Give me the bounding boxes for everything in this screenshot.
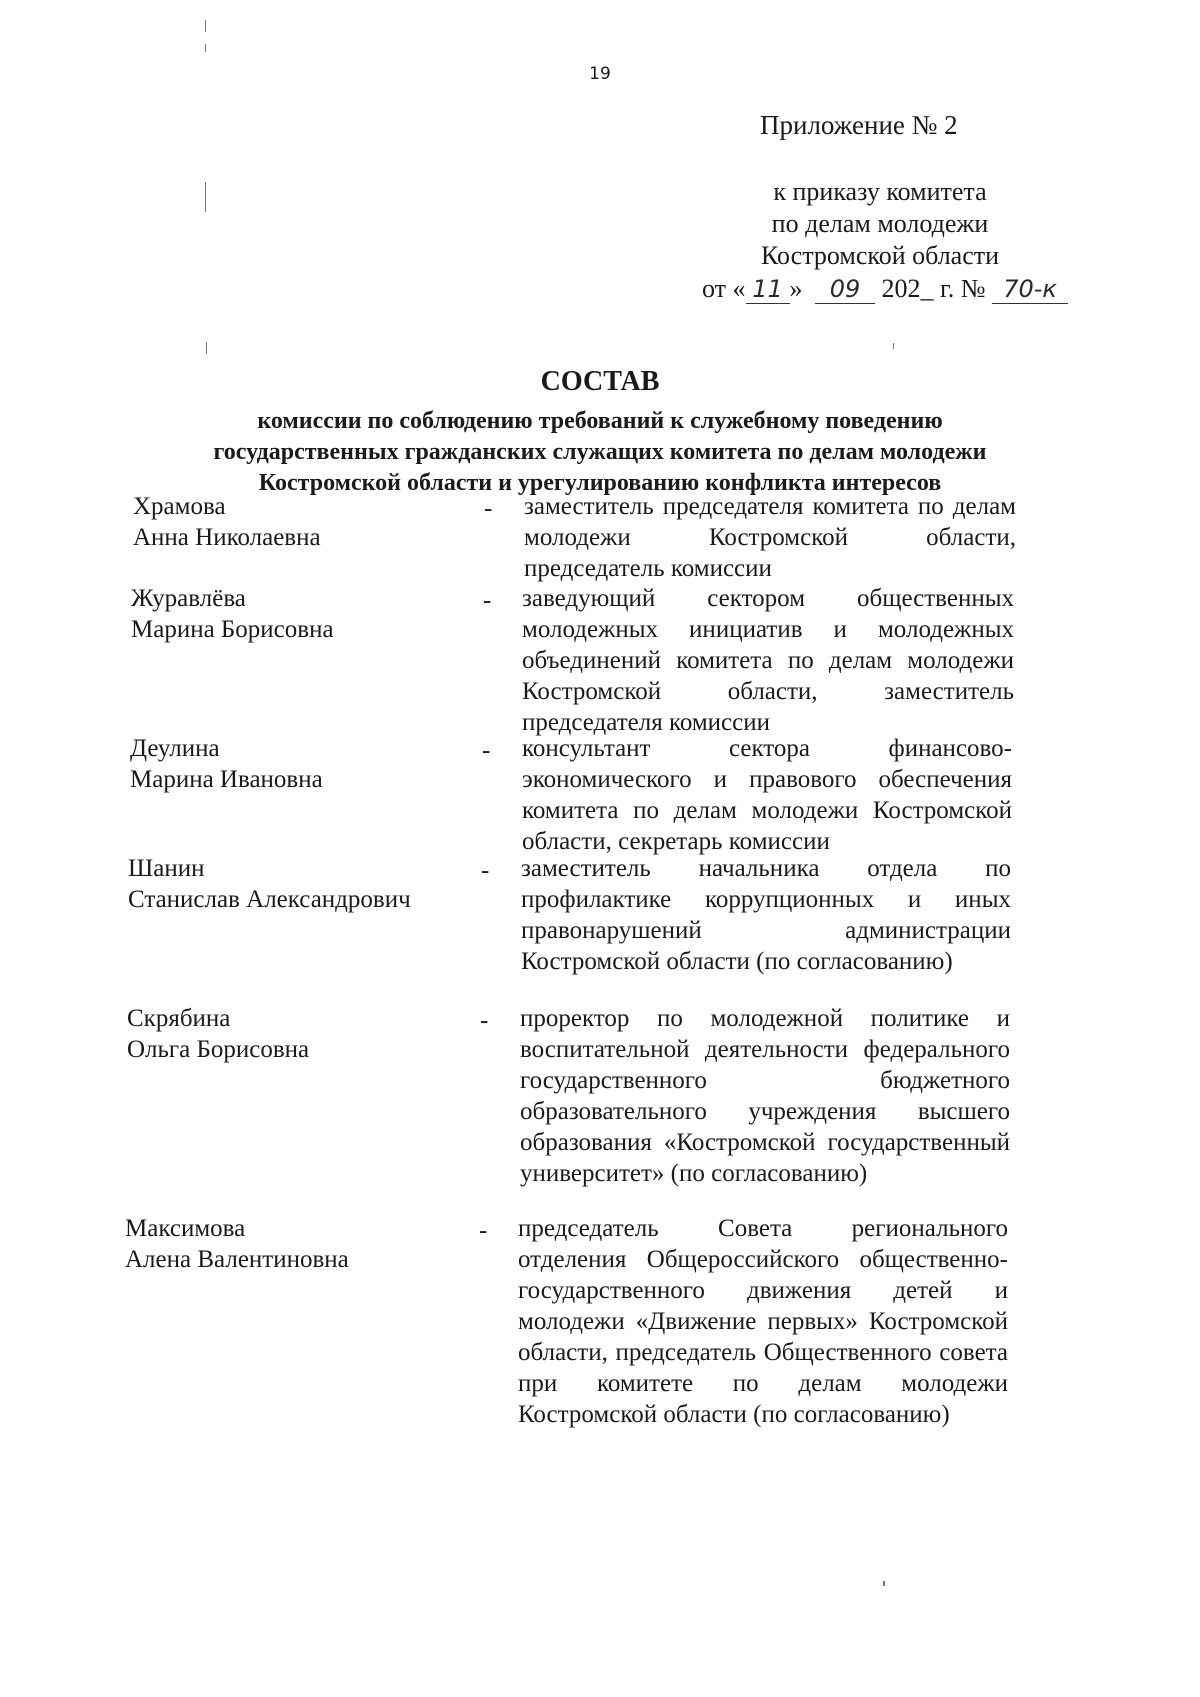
- member-role: заведующий сектором общественных молодежных инициатив и молодежных объединений комитета по делам молодежи Костромской области, заместитель председателя комиссии: [522, 585, 1014, 736]
- scan-speck: [893, 343, 894, 349]
- member-given-names: Станислав Александрович: [128, 886, 411, 913]
- member-dash: -: [483, 587, 492, 614]
- member-dash: -: [479, 1217, 488, 1244]
- annex-title: Приложение № 2: [760, 110, 958, 140]
- order-date-mid: »: [789, 274, 803, 303]
- member-dash: -: [484, 495, 493, 522]
- member-surname: Шанин: [128, 855, 205, 882]
- scan-speck: [206, 342, 207, 354]
- order-line-1: к приказу комитета: [773, 177, 987, 206]
- handwritten-month: 09: [815, 275, 875, 304]
- member-given-names: Марина Борисовна: [131, 616, 334, 643]
- member-dash: -: [482, 737, 491, 764]
- order-date-prefix: от «: [702, 274, 746, 303]
- member-role: проректор по молодежной политике и воспитательной деятельности федерального государственного бюджетного образовательного учреждения высшего образования «Костромской государственный университет» (по согласованию): [520, 1005, 1010, 1187]
- scan-speck: [205, 44, 206, 52]
- member-given-names: Алена Валентиновна: [125, 1246, 349, 1273]
- member-given-names: Марина Ивановна: [130, 766, 323, 793]
- order-line-3: Костромской области: [760, 241, 1000, 270]
- order-reference: [690, 176, 1070, 272]
- document-title: СОСТАВ: [540, 366, 660, 397]
- handwritten-day: 11: [746, 275, 790, 304]
- member-given-names: Ольга Борисовна: [127, 1036, 310, 1063]
- member-role: заместитель председателя комитета по делам молодежи Костромской области, председатель комиссии: [524, 493, 1016, 582]
- member-surname: Журавлёва: [131, 585, 246, 612]
- member-given-names: Анна Николаевна: [133, 524, 321, 551]
- scan-speck: [883, 1581, 885, 1586]
- handwritten-order-number: 70-к: [992, 275, 1068, 304]
- scan-speck: [205, 20, 206, 32]
- document-subtitle: комиссии по соблюдению требований к служебному поведению государственных гражданских служащих комитета по делам молодежи Костромской области и урегулированию конфликта интересов: [213, 408, 987, 496]
- member-surname: Скрябина: [127, 1005, 231, 1032]
- page-number: 19: [589, 64, 611, 84]
- scan-speck: [205, 182, 206, 212]
- member-dash: -: [480, 1007, 489, 1034]
- member-dash: -: [481, 857, 490, 884]
- order-line-2: по делам молодежи: [771, 209, 989, 238]
- member-role: заместитель начальника отдела по профилактике коррупционных и иных правонарушений администрации Костромской области (по согласованию): [521, 855, 1011, 975]
- member-surname: Храмова: [133, 493, 226, 520]
- member-surname: Деулина: [130, 735, 220, 762]
- order-year-number-label: 202_ г. №: [881, 274, 986, 303]
- member-role: консультант сектора финансово-экономического и правового обеспечения комитета по делам молодежи Костромской области, секретарь комиссии: [522, 735, 1012, 855]
- member-role: председатель Совета регионального отделения Общероссийского общественно-государственного движения детей и молодежи «Движение первых» Костромской области, председатель Общественного совета при комитете по делам молодежи Костромской области (по согласованию): [518, 1215, 1008, 1428]
- member-surname: Максимова: [125, 1215, 246, 1242]
- order-date-number-line: [702, 274, 1068, 304]
